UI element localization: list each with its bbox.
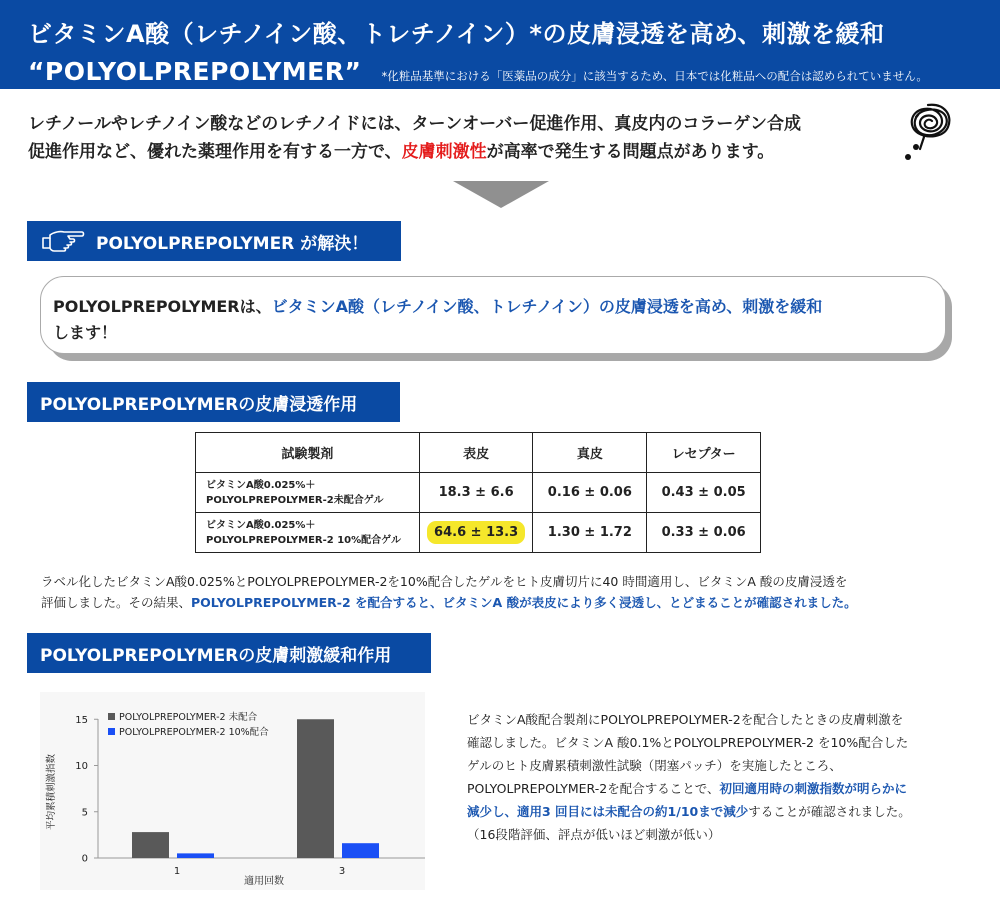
- legend-swatch: [108, 713, 115, 720]
- x-tick-label: 3: [338, 866, 346, 877]
- y-tick-label: 10: [75, 761, 88, 772]
- section-label-solution: POLYOLPREPOLYMER が解決！: [27, 221, 401, 261]
- y-tick-label: 5: [81, 807, 88, 819]
- bar: [342, 843, 379, 858]
- intro-line-1: レチノールやレチノイン酸などのレチノイドには、ターンオーバー促進作用、真皮内のコラーゲン合成: [28, 114, 801, 134]
- table-cell-dermis: 1.30 ± 1.72: [533, 513, 647, 553]
- irritation-chart: [40, 692, 425, 890]
- table-header: 試験製剤: [196, 433, 420, 473]
- legend-swatch: [108, 728, 115, 735]
- table-row: [196, 473, 761, 513]
- table-cell-epidermis: 18.3 ± 6.6: [419, 473, 533, 513]
- solution-callout: POLYOLPREPOLYMERは、ビタミンA酸（レチノイン酸、トレチノイン）の皮膚浸透を高め、刺激を緩和 します！: [40, 276, 946, 354]
- y-tick-label: 0: [81, 853, 88, 865]
- table-cell-receptor: 0.43 ± 0.05: [647, 473, 761, 513]
- banner-note: *化粧品基準における「医薬品の成分」に該当するため、日本では化粧品への配合は認められていません。: [381, 69, 928, 83]
- table-cell-dermis: 0.16 ± 0.06: [533, 473, 647, 513]
- pointing-hand-icon: [40, 228, 86, 254]
- table-row: [196, 513, 761, 553]
- banner-brand: “POLYOLPREPOLYMER”: [28, 57, 362, 86]
- x-tick-label: 1: [173, 866, 181, 877]
- legend-label: POLYOLPREPOLYMER-2 未配合: [119, 712, 258, 723]
- table-cell-receptor: 0.33 ± 0.06: [647, 513, 761, 553]
- header-banner: [0, 0, 1000, 89]
- penetration-description: ラベル化したビタミンA酸0.025%とPOLYOLPREPOLYMER-2を10%配合したゲルをヒト皮膚切片に40 時間適用し、ビタミンA 酸の皮膚浸透を 評価しました。その結果、POLYOLPREPOLYMER-2 を配合すると、ビタミンA 酸が表皮により多く浸透し、とどまることが確認されました。: [41, 574, 857, 610]
- highlighted-value: 64.6 ± 13.3: [427, 521, 525, 544]
- down-arrow-icon: [453, 181, 549, 208]
- irritation-description: ビタミンA酸配合製剤にPOLYOLPREPOLYMER-2を配合したときの皮膚刺激を 確認しました。ビタミンA 酸0.1%とPOLYOLPREPOLYMER-2 を10%配合した ゲルのヒト皮膚累積刺激性試験（閉塞パッチ）を実施したところ、 POLYOLPREPOLYMER-2を配合することで、初回適用時の刺激指数が明らかに 減少し、適用3 回目には未配合の約1/10まで減少することが確認されました。 （16段階評価、評点が低いほど刺激が低い）: [467, 712, 911, 842]
- legend-label: POLYOLPREPOLYMER-2 10%配合: [119, 727, 269, 738]
- y-axis-label: 平均累積刺激指数: [46, 753, 57, 831]
- x-axis-label: 適用回数: [244, 876, 284, 887]
- table-header: 表皮: [419, 433, 533, 473]
- table-cell-epidermis: [419, 513, 533, 553]
- section-label-penetration: POLYOLPREPOLYMERの皮膚浸透作用: [27, 382, 400, 422]
- table-header: 真皮: [533, 433, 647, 473]
- intro-text: [28, 110, 898, 166]
- irritation-highlight: 皮膚刺激性: [401, 142, 487, 162]
- bar-chart: [40, 692, 425, 890]
- bar: [132, 832, 169, 858]
- scribble-worry-icon: [898, 97, 958, 163]
- banner-title: ビタミンA酸（レチノイン酸、トレチノイン）*の皮膚浸透を高め、刺激を緩和: [28, 20, 885, 48]
- table-header: レセプター: [647, 433, 761, 473]
- table-cell-formula: ビタミンA酸0.025%＋ POLYOLPREPOLYMER-2未配合ゲル: [196, 473, 420, 513]
- bar: [177, 853, 214, 858]
- section-label-irritation: POLYOLPREPOLYMERの皮膚刺激緩和作用: [27, 633, 431, 673]
- penetration-table: [195, 432, 761, 553]
- table-cell-formula: ビタミンA酸0.025%＋ POLYOLPREPOLYMER-2 10%配合ゲル: [196, 513, 420, 553]
- intro-line-2: 促進作用など、優れた薬理作用を有する一方で、皮膚刺激性が高率で発生する問題点があります。: [28, 142, 775, 162]
- bar: [297, 719, 334, 858]
- y-tick-label: 15: [75, 714, 88, 726]
